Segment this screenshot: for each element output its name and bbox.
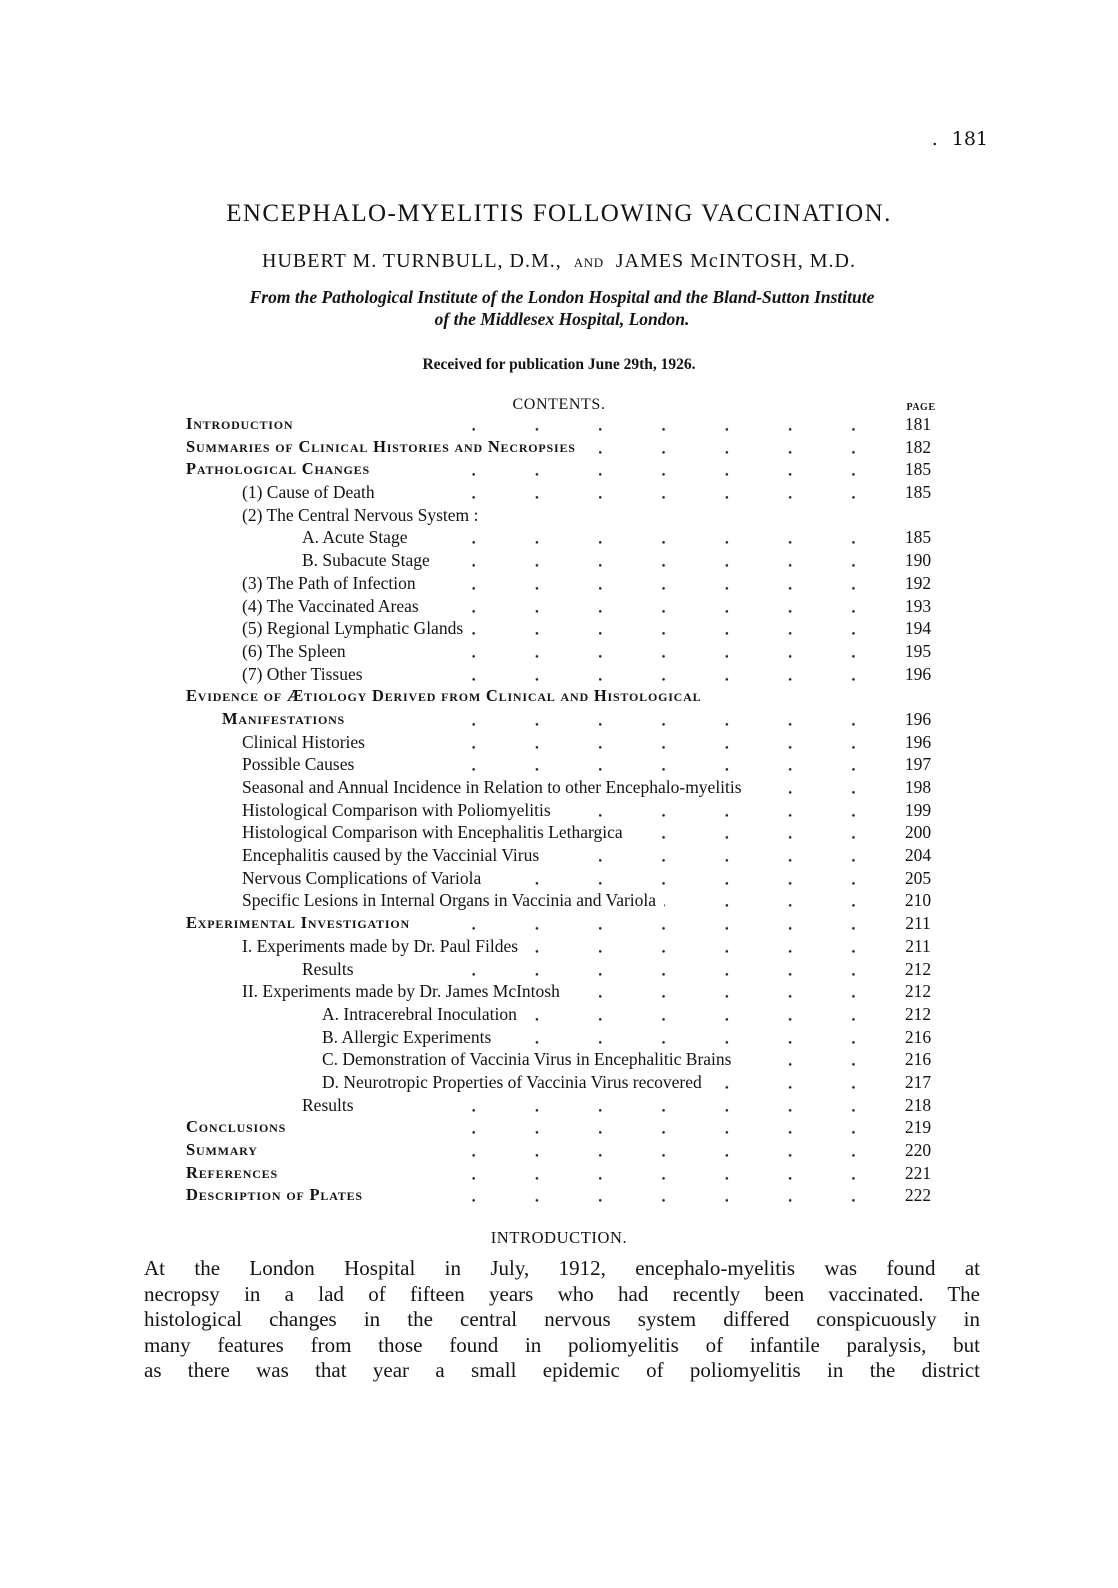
toc-entry [186, 436, 950, 459]
toc-dot-leader [420, 640, 876, 663]
toc-dot-leader [584, 436, 876, 459]
toc-entry [186, 1184, 950, 1207]
toc-entry [186, 867, 950, 890]
toc-entry-page: 196 [904, 663, 932, 684]
toc-entry-page: 204 [904, 845, 932, 866]
toc-entry [186, 549, 950, 572]
toc-dot-leader [420, 1184, 876, 1207]
toc-entry-page: 212 [904, 958, 932, 979]
toc-entry-label: Histological Comparison with Poliomyelitis [242, 799, 551, 820]
toc-entry [186, 572, 950, 595]
toc-entry-page: 216 [904, 1049, 932, 1070]
toc-entry-label: References [186, 1162, 278, 1182]
toc-dot-leader [424, 572, 876, 595]
toc-entry-page: 185 [904, 482, 932, 503]
toc-entry [186, 504, 950, 527]
toc-entry-page: 199 [904, 799, 932, 820]
author-turnbull: HUBERT M. TURNBULL, D.M., [262, 250, 562, 272]
toc-entry-page: 200 [904, 822, 932, 843]
toc-entry-page: 182 [904, 436, 932, 457]
toc-entry-page: 216 [904, 1026, 932, 1047]
introduction-line: as there was that year a small epidemic of poliomyelitis in the district [144, 1358, 980, 1382]
page-number-dot: . [931, 128, 938, 150]
authors-conjunction: AND [573, 255, 604, 270]
toc-entry-page: 210 [904, 890, 932, 911]
toc-dot-leader [438, 549, 876, 572]
toc-entry [186, 844, 950, 867]
toc-dot-leader [420, 458, 876, 481]
toc-entry [186, 1094, 950, 1117]
contents-heading: CONTENTS. [512, 396, 606, 413]
toc-entry-label: (1) Cause of Death [242, 482, 375, 503]
toc-entry-page: 192 [904, 572, 932, 593]
toc-entry-label: Possible Causes [242, 754, 355, 775]
toc-entry [186, 1026, 950, 1049]
toc-entry-page: 221 [904, 1162, 932, 1183]
toc-entry-label: Evidence of Ætiology Derived from Clinical and Histological [186, 686, 702, 706]
toc-entry [186, 958, 950, 981]
affiliation-line-2: of the Middlesex Hospital, London. [434, 309, 690, 329]
toc-entry-label: Experimental Investigation [186, 913, 410, 933]
introduction-heading: INTRODUCTION. [490, 1228, 628, 1247]
toc-entry-page: 222 [904, 1185, 932, 1206]
toc-dot-leader [739, 1048, 876, 1071]
toc-dot-leader [547, 844, 876, 867]
toc-entry-page: 218 [904, 1094, 932, 1115]
toc-entry [186, 935, 950, 958]
toc-entry-label: Results [302, 1094, 354, 1115]
toc-entry-page: 196 [904, 731, 932, 752]
toc-entry [186, 617, 950, 640]
introduction-line: many features from those found in poliomyelitis of infantile paralysis, but [144, 1332, 980, 1357]
toc-entry-label: Introduction [186, 414, 294, 433]
toc-dot-leader [420, 1116, 876, 1139]
received-date: Received for publication June 29th, 1926. [422, 356, 696, 373]
toc-entry-label: Manifestations [222, 708, 346, 728]
toc-entry [186, 708, 950, 731]
toc-entry-label: C. Demonstration of Vaccinia Virus in Encephalitic Brains [322, 1049, 732, 1070]
toc-dot-leader [420, 708, 876, 731]
toc-entry-label: Summaries of Clinical Histories and Necropsies [186, 436, 576, 456]
toc-entry-label: (3) The Path of Infection [242, 572, 416, 593]
toc-dot-leader [420, 413, 876, 436]
toc-entry-page: 198 [904, 777, 932, 797]
toc-dot-leader [489, 867, 876, 890]
toc-entry-label: Pathological Changes [186, 459, 370, 479]
author-mcintosh: JAMES McINTOSH, M.D. [615, 250, 856, 272]
toc-entry-page: 194 [904, 618, 932, 639]
toc-dot-leader [420, 753, 876, 776]
toc-dot-leader [525, 1003, 876, 1026]
toc-dot-leader [499, 1026, 876, 1049]
toc-entry [186, 980, 950, 1003]
toc-entry [186, 1116, 950, 1139]
toc-entry-label: D. Neurotropic Properties of Vaccinia Virus recovered [322, 1071, 702, 1092]
toc-dot-leader [471, 617, 876, 640]
toc-dot-leader [750, 776, 876, 799]
toc-entry-page: 212 [904, 981, 932, 1002]
toc-entry-label: Summary [186, 1140, 258, 1159]
introduction-body [144, 1256, 980, 1384]
toc-entry [186, 1139, 950, 1162]
toc-entry-label: Specific Lesions in Internal Organs in Vaccinia and Variola [242, 890, 657, 911]
toc-entry-page: 220 [904, 1140, 932, 1160]
toc-entry-label: B. Subacute Stage [302, 550, 430, 571]
toc-entry-label: (4) The Vaccinated Areas [242, 595, 419, 616]
authors-line [0, 250, 1118, 273]
toc-entry-page: 212 [904, 1003, 932, 1024]
affiliation [144, 286, 980, 330]
toc-dot-leader [420, 1162, 876, 1185]
toc-entry-label: B. Allergic Experiments [322, 1026, 492, 1047]
page-number-value: 181 [951, 128, 988, 150]
toc-entry-label: Results [302, 958, 354, 979]
toc-entry [186, 1162, 950, 1185]
toc-entry [186, 776, 950, 799]
toc-entry-label: (5) Regional Lymphatic Glands [242, 618, 464, 639]
toc-entry-page: 205 [904, 867, 932, 888]
toc-entry [186, 1003, 950, 1026]
toc-entry-label: I. Experiments made by Dr. Paul Fildes [242, 935, 519, 956]
toc-dot-leader [420, 731, 876, 754]
toc-entry-label: A. Intracerebral Inoculation [322, 1003, 517, 1024]
toc-entry-page: 190 [904, 550, 932, 571]
toc-entry [186, 799, 950, 822]
toc-entry [186, 685, 950, 708]
toc-entry-page: 196 [904, 708, 932, 729]
toc-entry [186, 889, 950, 912]
toc-dot-leader [420, 912, 876, 935]
toc-entry-label: (7) Other Tissues [242, 663, 363, 684]
toc-entry [186, 595, 950, 618]
toc-entry-label: Clinical Histories [242, 731, 365, 752]
toc-entry-label: A. Acute Stage [302, 527, 408, 548]
toc-entry-label: Encephalitis caused by the Vaccinial Virus [242, 845, 540, 866]
toc-entry [186, 481, 950, 504]
toc-entry [186, 663, 950, 686]
toc-dot-leader [427, 595, 876, 618]
toc-entry [186, 458, 950, 481]
toc-entry-label: Description of Plates [186, 1185, 363, 1205]
toc-dot-leader [568, 980, 876, 1003]
toc-entry [186, 1048, 950, 1071]
toc-entry-page: 193 [904, 595, 932, 616]
toc-entry-page: 197 [904, 754, 932, 775]
toc-entry-label: Conclusions [186, 1117, 287, 1137]
article-title: ENCEPHALO-MYELITIS FOLLOWING VACCINATION. [226, 200, 892, 227]
toc-entry-label: Histological Comparison with Encephalitis Lethargica [242, 822, 623, 843]
toc-dot-leader [526, 935, 876, 958]
toc-entry-page: 219 [904, 1117, 932, 1138]
toc-dot-leader [420, 526, 876, 549]
introduction-line: histological changes in the central nervous system differed conspicuously in [144, 1307, 980, 1331]
toc-entry [186, 731, 950, 754]
toc-entry-page: 185 [904, 527, 932, 548]
contents-page-heading: PAGE [906, 402, 936, 413]
affiliation-line-1: From the Pathological Institute of the London Hospital and the Bland-Sutton Institute [249, 287, 875, 307]
toc-dot-leader [710, 1071, 876, 1094]
toc-entry [186, 640, 950, 663]
toc-dot-leader [420, 481, 876, 504]
toc-dot-leader [420, 1094, 876, 1117]
toc-entry-page: 211 [905, 913, 931, 934]
toc-entry-page: 195 [904, 640, 932, 661]
toc-entry [186, 526, 950, 549]
toc-dot-leader [664, 889, 876, 912]
toc-dot-leader [420, 1139, 876, 1162]
introduction-line: At the London Hospital in July, 1912, encephalo-myelitis was found at [144, 1256, 980, 1280]
page-number [932, 128, 988, 150]
toc-entry-label: II. Experiments made by Dr. James McIntosh [242, 981, 560, 1002]
toc-entry [186, 413, 950, 436]
toc-entry-label: (6) The Spleen [242, 640, 346, 661]
table-of-contents [186, 413, 950, 1207]
toc-dot-leader [559, 799, 876, 822]
toc-entry-page: 211 [905, 935, 931, 956]
toc-entry-label: Nervous Complications of Variola [242, 867, 482, 888]
toc-entry [186, 912, 950, 935]
toc-entry-label: (2) The Central Nervous System : [242, 504, 479, 525]
toc-entry-page: 181 [904, 414, 932, 434]
toc-dot-leader [631, 821, 876, 844]
toc-entry [186, 753, 950, 776]
toc-entry-page: 185 [904, 459, 932, 480]
toc-entry-label: Seasonal and Annual Incidence in Relation to other Encephalo-myelitis [242, 777, 742, 797]
introduction-line: necropsy in a lad of fifteen years who had recently been vaccinated. The [144, 1281, 980, 1306]
toc-entry [186, 1071, 950, 1094]
toc-entry-page: 217 [904, 1071, 932, 1092]
toc-dot-leader [420, 663, 876, 686]
toc-dot-leader [420, 958, 876, 981]
toc-entry [186, 821, 950, 844]
